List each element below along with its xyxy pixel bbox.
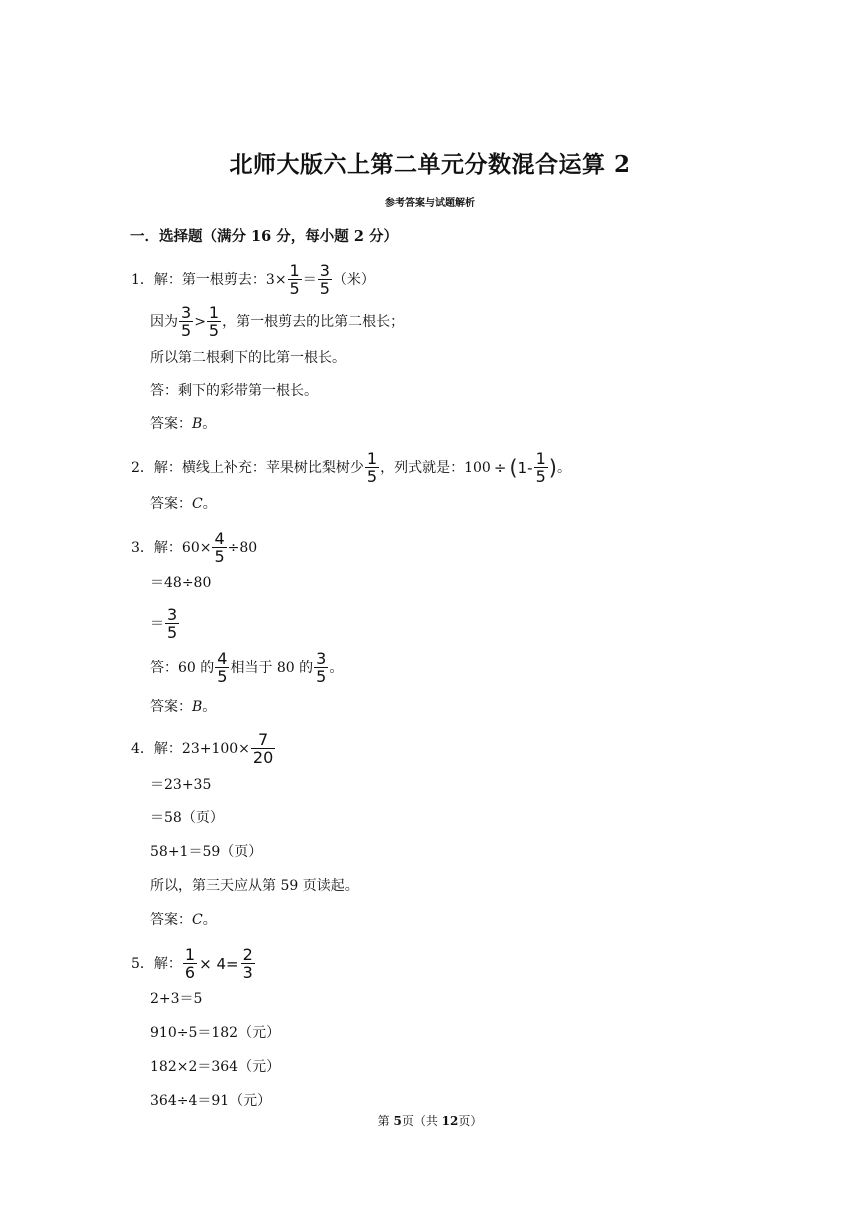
q4-line-5 bbox=[150, 876, 359, 896]
document-title: 北师大版六上第二单元分数混合运算 2 bbox=[229, 151, 631, 178]
fraction: $\frac{3}{5}$ bbox=[167, 605, 178, 642]
q1-text: 所以第二根剩下的比第一根长。 bbox=[150, 350, 346, 366]
page-footer: 第 5页（共 12页） bbox=[377, 1114, 483, 1128]
q5-text: 910÷5＝182（元） bbox=[150, 1025, 281, 1041]
q5-line-1 bbox=[131, 946, 256, 981]
q5-text: 182×2＝364（元） bbox=[150, 1059, 281, 1075]
fraction: $\frac{2}{3}$ bbox=[242, 945, 253, 982]
q4-text: ＝23+35 bbox=[150, 777, 212, 793]
q4-line-3 bbox=[150, 808, 224, 828]
fraction: $\frac{3}{5}$ bbox=[181, 303, 192, 340]
divide-sign: ÷ bbox=[493, 458, 507, 477]
q4-text: 58+1＝59（页） bbox=[150, 844, 263, 860]
fraction: $\frac{1}{5}$ bbox=[366, 449, 378, 486]
period: 。 bbox=[202, 699, 217, 715]
q3-text: ＝48÷80 bbox=[150, 575, 212, 591]
q4-text: 所以，第三天应从第 59 页读起。 bbox=[150, 878, 359, 894]
period: 。 bbox=[329, 659, 344, 676]
q1-line-1 bbox=[131, 262, 375, 297]
q2-text: ，列式就是：100 bbox=[380, 459, 491, 476]
period: 。 bbox=[202, 496, 217, 512]
q1-line-4 bbox=[150, 381, 318, 401]
q5-text: 2+3＝5 bbox=[150, 991, 203, 1007]
fraction: $\frac{7}{20}$ bbox=[252, 730, 274, 767]
fraction: $\frac{1}{5}$ bbox=[208, 303, 220, 340]
fraction: $\frac{4}{5}$ bbox=[214, 529, 225, 566]
q2-answer bbox=[150, 494, 217, 514]
page-number: 5 bbox=[393, 1114, 402, 1128]
unit-text: （米） bbox=[332, 271, 375, 288]
fraction: $\frac{3}{5}$ bbox=[316, 649, 327, 686]
period: 。 bbox=[202, 416, 217, 432]
q5-line-3 bbox=[150, 1023, 280, 1043]
q3-line-2 bbox=[150, 573, 211, 593]
q2-text: 2．解：横线上补充：苹果树比梨树少 bbox=[131, 459, 364, 476]
q3-line-3 bbox=[150, 606, 180, 641]
q5-line-2 bbox=[150, 989, 202, 1009]
q3-text: ÷80 bbox=[227, 539, 258, 556]
q1-line-2 bbox=[150, 304, 404, 339]
period: 。 bbox=[556, 459, 571, 476]
answer-label: 答案： bbox=[150, 699, 192, 715]
q5-line-4 bbox=[150, 1057, 280, 1077]
period: 。 bbox=[202, 912, 217, 928]
greater-than-sign: > bbox=[194, 313, 206, 330]
q2-line-1 bbox=[131, 450, 571, 485]
q3-answer bbox=[150, 697, 216, 717]
q4-text: 4．解：23+100× bbox=[131, 740, 250, 757]
fraction: $\frac{1}{6}$ bbox=[184, 945, 196, 982]
q3-text: 3．解：60× bbox=[131, 539, 212, 556]
right-parenthesis: ) bbox=[548, 455, 557, 480]
section-heading: 一．选择题（满分 16 分，每小题 2 分） bbox=[130, 228, 398, 245]
equals-sign: ＝ bbox=[150, 615, 164, 632]
equals-sign: ＝ bbox=[302, 271, 317, 288]
q3-line-1 bbox=[131, 530, 257, 565]
q4-line-2 bbox=[150, 775, 211, 795]
fraction: $\frac{1}{5}$ bbox=[535, 449, 546, 486]
q1-text: ，第一根剪去的比第二根长； bbox=[222, 313, 405, 330]
q1-text: 答：剩下的彩带第一根长。 bbox=[150, 383, 318, 399]
answer-choice: B bbox=[192, 699, 203, 715]
fraction: $\frac{4}{5}$ bbox=[217, 649, 228, 686]
q4-line-1 bbox=[131, 731, 276, 766]
answer-choice: C bbox=[192, 912, 203, 928]
q3-line-4 bbox=[150, 650, 343, 685]
answer-label: 答案： bbox=[150, 912, 192, 928]
left-parenthesis: ( bbox=[509, 455, 518, 480]
q1-text: 因为 bbox=[150, 313, 178, 330]
q3-text: 相当于 80 的 bbox=[230, 659, 314, 676]
q1-text: 1．解：第一根剪去：3× bbox=[131, 271, 287, 288]
q3-text: 答：60 的 bbox=[150, 659, 215, 676]
q4-answer bbox=[150, 910, 217, 930]
answer-label: 答案： bbox=[150, 416, 192, 432]
fraction: $\frac{1}{5}$ bbox=[289, 261, 300, 298]
q5-text: 5．解： bbox=[131, 955, 182, 972]
answer-label: 答案： bbox=[150, 496, 192, 512]
answer-choice: B bbox=[192, 416, 203, 432]
q4-text: ＝58（页） bbox=[150, 810, 224, 826]
q1-answer bbox=[150, 414, 216, 434]
q4-line-4 bbox=[150, 842, 262, 862]
document-subtitle: 参考答案与试题解析 bbox=[385, 198, 475, 209]
one-minus: 1- bbox=[517, 458, 533, 477]
fraction: $\frac{3}{5}$ bbox=[319, 261, 330, 298]
q5-line-5 bbox=[150, 1091, 271, 1111]
q5-text: 364÷4＝91（元） bbox=[150, 1093, 272, 1109]
answer-choice: C bbox=[192, 496, 203, 512]
page-total: 12 bbox=[441, 1114, 459, 1128]
q1-line-3 bbox=[150, 348, 346, 368]
multiply-expression: × 4= bbox=[199, 954, 239, 973]
